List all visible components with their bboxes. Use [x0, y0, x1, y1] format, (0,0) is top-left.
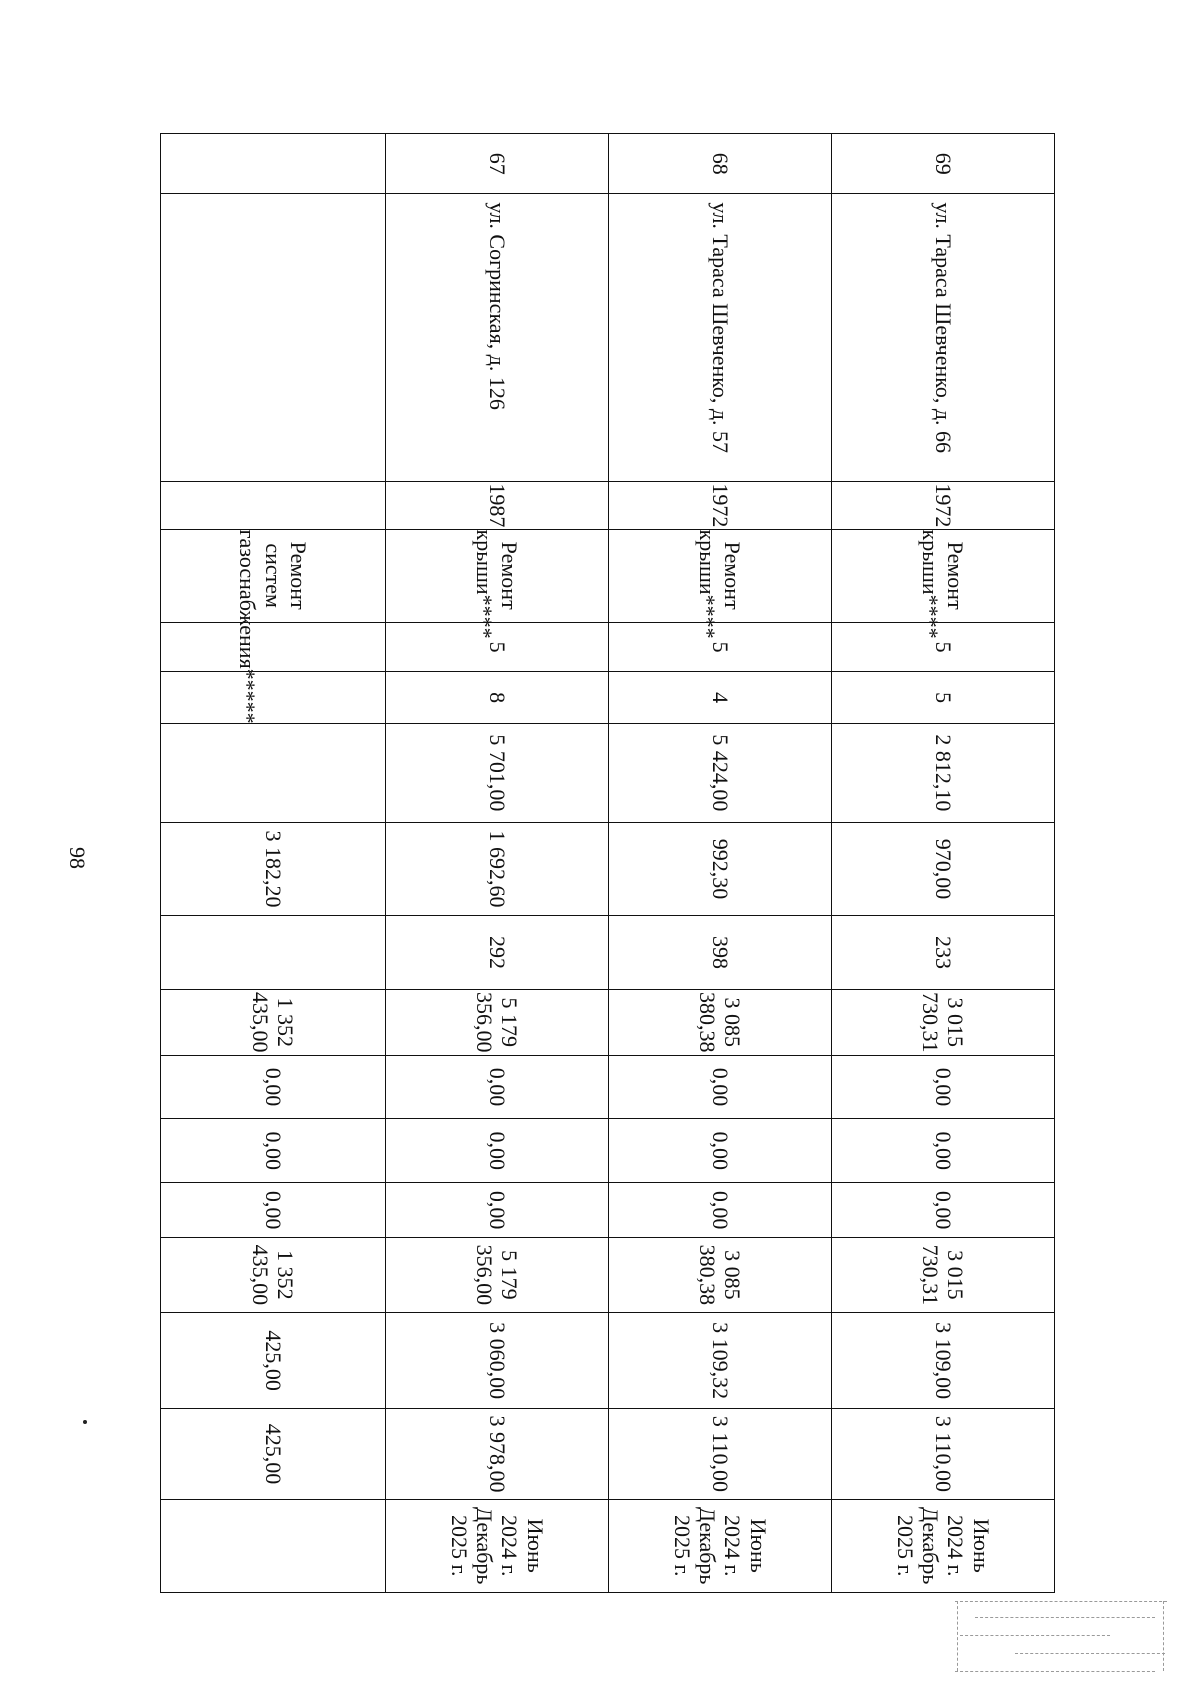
- table-cell: 3 109,32: [609, 1312, 832, 1409]
- table-cell: 68: [609, 134, 832, 194]
- scan-dot: [83, 1420, 87, 1424]
- table-cell: 1 352 435,00: [161, 1238, 386, 1313]
- table-cell: [161, 723, 386, 822]
- table-cell: 1972: [609, 482, 832, 529]
- table-cell: 292: [386, 916, 609, 990]
- table-cell: 69: [832, 134, 1055, 194]
- table-cell: 5 179 356,00: [386, 989, 609, 1055]
- table-cell: 398: [609, 916, 832, 990]
- table-row: [832, 134, 1055, 1593]
- table-cell: 5 701,00: [386, 723, 609, 822]
- table-cell: 3 015 730,31: [832, 1238, 1055, 1313]
- table-cell: 5 179 356,00: [386, 1238, 609, 1313]
- table-cell: 0,00: [386, 1055, 609, 1119]
- table-cell: [161, 916, 386, 990]
- table-cell: 0,00: [609, 1055, 832, 1119]
- rotated-table-page: [160, 133, 1055, 1593]
- table-cell: 5: [832, 622, 1055, 671]
- table-cell: 3 978,00: [386, 1409, 609, 1499]
- table-cell: Ремонт крыши****: [609, 529, 832, 622]
- table-cell: [161, 672, 386, 724]
- repair-schedule-table: [160, 133, 1055, 1593]
- table-cell: 425,00: [161, 1312, 386, 1409]
- table-cell: 8: [386, 672, 609, 724]
- table-cell: [161, 194, 386, 482]
- table-cell: 1 692,60: [386, 822, 609, 915]
- table-cell: Ремонт систем газоснабжения*****: [161, 529, 386, 622]
- table-cell: [161, 622, 386, 671]
- table-cell: 425,00: [161, 1409, 386, 1499]
- table-cell: Июнь 2024 г. Декабрь 2025 г.: [386, 1499, 609, 1593]
- table-cell: 3 109,00: [832, 1312, 1055, 1409]
- table-cell: 5 424,00: [609, 723, 832, 822]
- table-cell: [161, 482, 386, 529]
- table-row: [161, 134, 386, 1593]
- table-cell: ул. Согринская, д. 126: [386, 194, 609, 482]
- table-cell: 3 110,00: [609, 1409, 832, 1499]
- table-cell: 0,00: [832, 1055, 1055, 1119]
- table-cell: 233: [832, 916, 1055, 990]
- table-cell: Ремонт крыши****: [832, 529, 1055, 622]
- table-cell: 5: [386, 622, 609, 671]
- table-cell: 3 182,20: [161, 822, 386, 915]
- table-row: [609, 134, 832, 1593]
- table-cell: 3 085 380,38: [609, 989, 832, 1055]
- table-cell: Июнь 2024 г. Декабрь 2025 г.: [832, 1499, 1055, 1593]
- page-number: 98: [65, 847, 90, 869]
- table-cell: 3 015 730,31: [832, 989, 1055, 1055]
- table-cell: 5: [832, 672, 1055, 724]
- table-cell: 0,00: [609, 1119, 832, 1183]
- table-cell: ул. Тараса Шевченко, д. 57: [609, 194, 832, 482]
- table-cell: 0,00: [161, 1183, 386, 1238]
- table-cell: 0,00: [609, 1183, 832, 1238]
- table-cell: [161, 134, 386, 194]
- table-cell: 0,00: [161, 1119, 386, 1183]
- faint-stamp-mark: [955, 1595, 1167, 1675]
- table-cell: 0,00: [832, 1183, 1055, 1238]
- table-cell: 0,00: [832, 1119, 1055, 1183]
- table-cell: ул. Тараса Шевченко, д. 66: [832, 194, 1055, 482]
- table-cell: 0,00: [161, 1055, 386, 1119]
- table-row: [386, 134, 609, 1593]
- table-cell: 970,00: [832, 822, 1055, 915]
- table-cell: Июнь 2024 г. Декабрь 2025 г.: [609, 1499, 832, 1593]
- table-cell: 3 085 380,38: [609, 1238, 832, 1313]
- table-cell: 1972: [832, 482, 1055, 529]
- table-cell: 1987: [386, 482, 609, 529]
- table-cell: 67: [386, 134, 609, 194]
- table-cell: 0,00: [386, 1183, 609, 1238]
- table-cell: 1 352 435,00: [161, 989, 386, 1055]
- table-cell: 3 110,00: [832, 1409, 1055, 1499]
- table-cell: 5: [609, 622, 832, 671]
- table-cell: 0,00: [386, 1119, 609, 1183]
- table-cell: 4: [609, 672, 832, 724]
- table-cell: 3 060,00: [386, 1312, 609, 1409]
- table-cell: 2 812,10: [832, 723, 1055, 822]
- table-cell: 992,30: [609, 822, 832, 915]
- table-cell: [161, 1499, 386, 1593]
- table-cell: Ремонт крыши****: [386, 529, 609, 622]
